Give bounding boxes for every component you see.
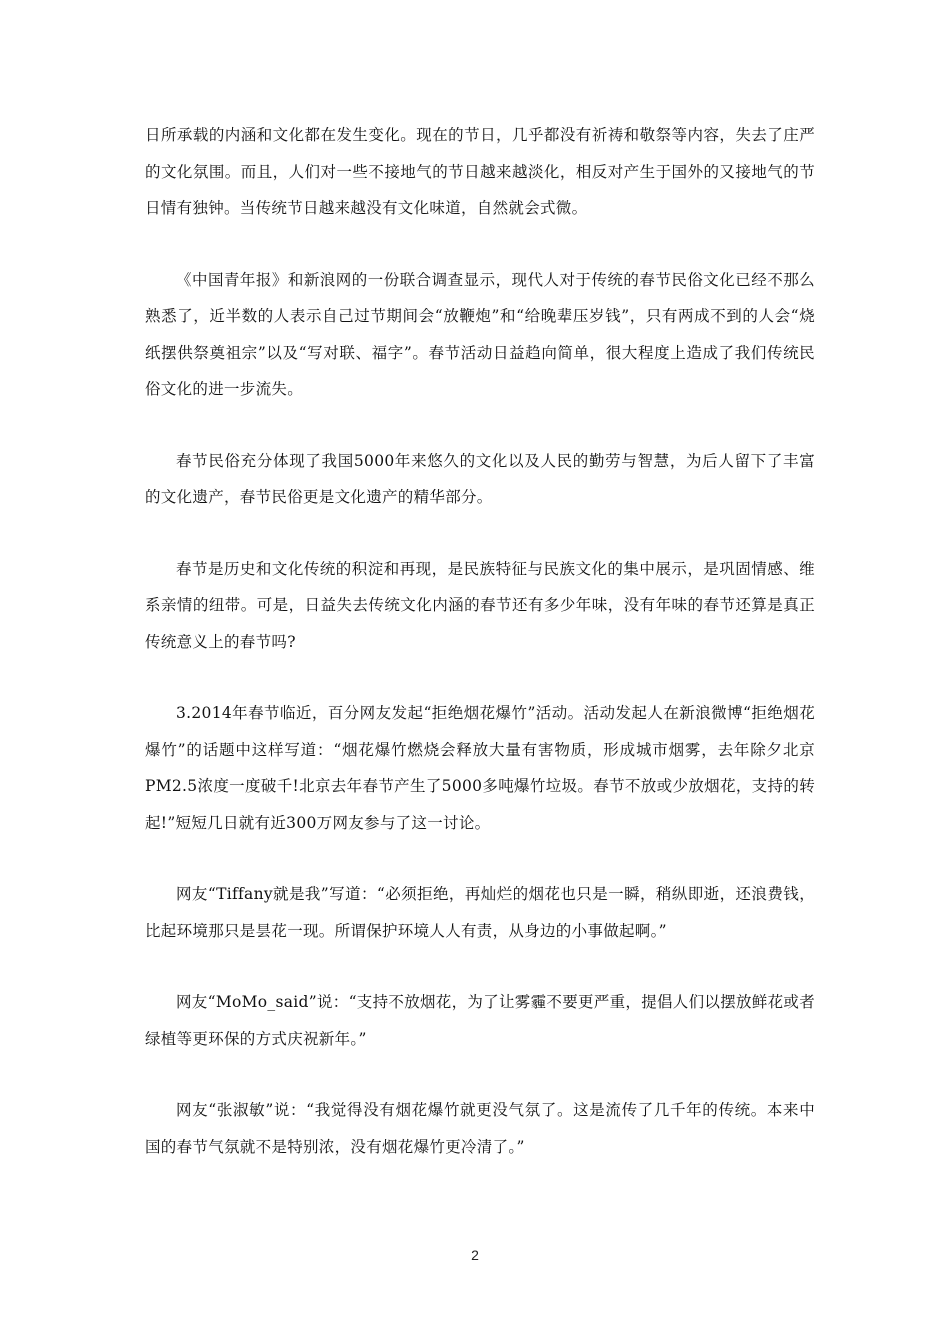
paragraph-fireworks-campaign: 3.2014年春节临近，百分网友发起“拒绝烟花爆竹”活动。活动发起人在新浪微博“拒绝烟花爆竹”的话题中这样写道：“烟花爆竹燃烧会释放大量有害物质，形成城市烟雾，去年除夕北京PM2.5浓度一度破千!北京去年春节产生了5000多吨爆竹垃圾。春节不放或少放烟花，支持的转起!”短短几日就有近300万网友参与了这一讨论。 (145, 704, 815, 832)
paragraph-survey: 《中国青年报》和新浪网的一份联合调查显示，现代人对于传统的春节民俗文化已经不那么熟悉了，近半数的人表示自己过节期间会“放鞭炮”和“给晚辈压岁钱”，只有两成不到的人会“烧纸摆供祭奠祖宗”以及“写对联、福字”。春节活动日益趋向简单，很大程度上造成了我们传统民俗文化的进一步流失。 (145, 270, 815, 398)
paragraph-netizen-zhang: 网友“张淑敏”说：“我觉得没有烟花爆竹就更没气氛了。这是流传了几千年的传统。本来中国的春节气氛就不是特别浓，没有烟花爆竹更冷清了。” (145, 1101, 815, 1156)
paragraph-continuation: 日所承载的内涵和文化都在发生变化。现在的节日，几乎都没有祈祷和敬祭等内容，失去了庄严的文化氛围。而且，人们对一些不接地气的节日越来越淡化，相反对产生于国外的又接地气的节日情有独钟。当传统节日越来越没有文化味道，自然就会式微。 (145, 126, 815, 217)
paragraph-netizen-tiffany: 网友“Tiffany就是我”写道：“必须拒绝，再灿烂的烟花也只是一瞬，稍纵即逝，还浪费钱，比起环境那只是昙花一现。所谓保护环境人人有责，从身边的小事做起啊。” (145, 885, 815, 940)
paragraph-netizen-momo: 网友“MoMo_said”说：“支持不放烟花，为了让雾霾不要更严重，提倡人们以摆放鲜花或者绿植等更环保的方式庆祝新年。” (145, 993, 816, 1048)
document-body (145, 117, 815, 1165)
paragraph-folk-customs: 春节民俗充分体现了我国5000年来悠久的文化以及人民的勤劳与智慧，为后人留下了丰富的文化遗产，春节民俗更是文化遗产的精华部分。 (145, 451, 815, 506)
paragraph-spring-festival: 春节是历史和文化传统的积淀和再现，是民族特征与民族文化的集中展示，是巩固情感、维系亲情的纽带。可是，日益失去传统文化内涵的春节还有多少年味，没有年味的春节还算是真正传统意义上的春节吗? (145, 559, 815, 651)
page-number: 2 (471, 1247, 479, 1263)
